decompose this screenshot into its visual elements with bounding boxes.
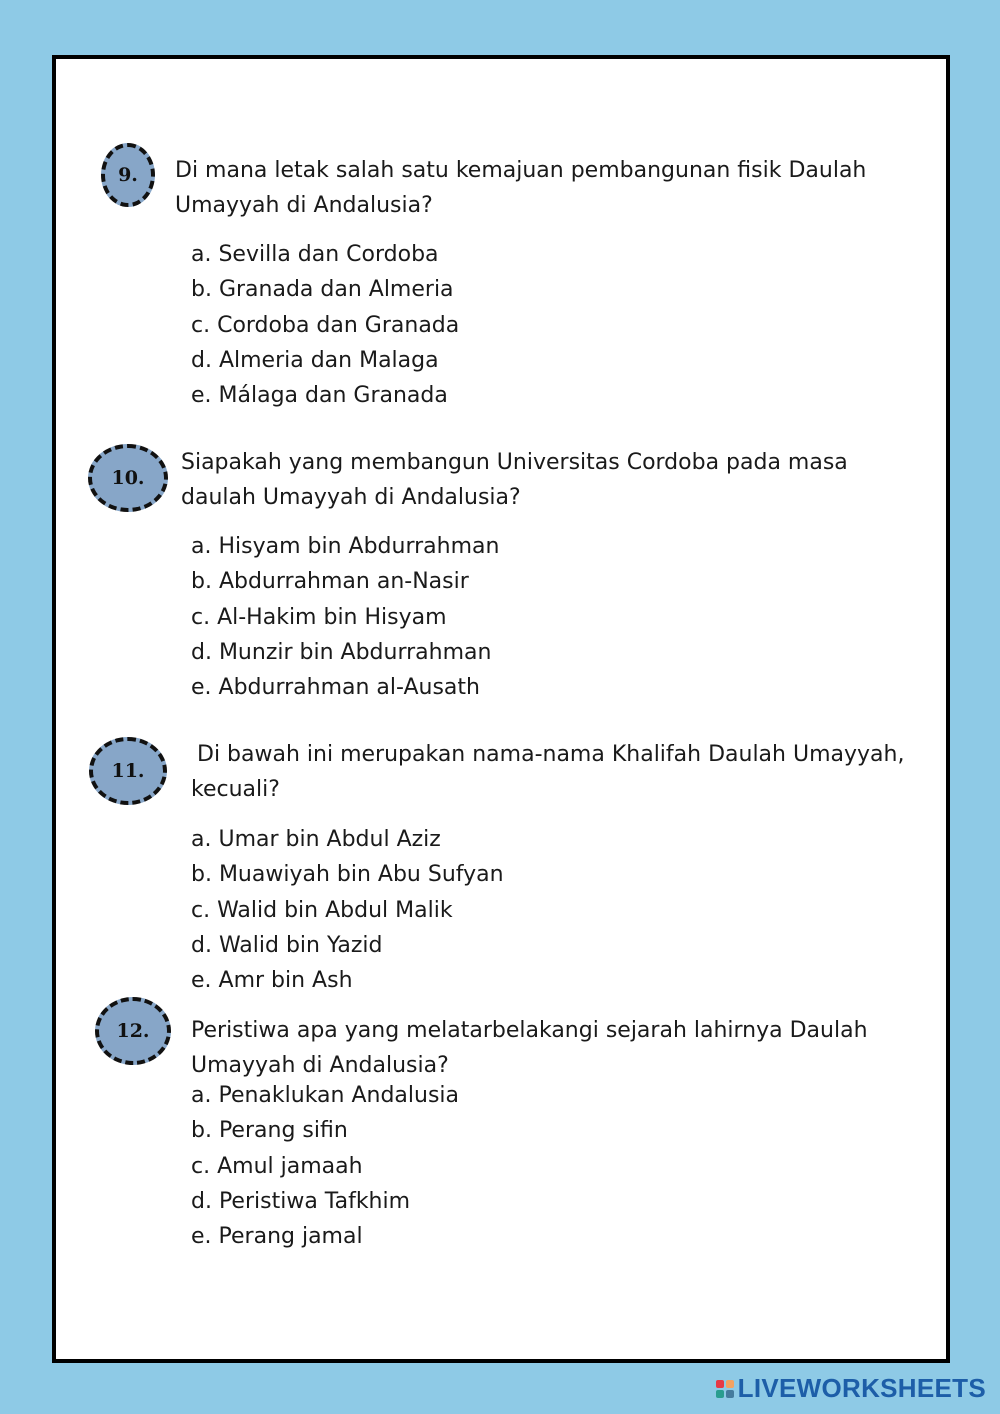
worksheet-page [52, 55, 950, 1363]
question-number-badge [89, 737, 167, 805]
answer-option[interactable]: d. Almeria dan Malaga [191, 347, 439, 373]
answer-option[interactable]: c. Al-Hakim bin Hisyam [191, 604, 447, 630]
answer-option[interactable]: d. Walid bin Yazid [191, 932, 383, 958]
answer-option[interactable]: c. Walid bin Abdul Malik [191, 897, 453, 923]
answer-option[interactable]: b. Abdurrahman an-Nasir [191, 569, 469, 595]
question-number: 10. [111, 467, 145, 489]
answer-option[interactable]: d. Peristiwa Tafkhim [191, 1188, 411, 1214]
answer-option[interactable]: a. Sevilla dan Cordoba [191, 242, 439, 267]
question-number-badge [101, 143, 155, 207]
logo-icon [716, 1380, 734, 1398]
question-number: 9. [118, 164, 138, 186]
question-number: 12. [116, 1020, 150, 1042]
answer-option[interactable]: e. Perang jamal [191, 1224, 363, 1250]
answer-option[interactable]: c. Cordoba dan Granada [191, 312, 460, 338]
answer-option[interactable]: b. Muawiyah bin Abu Sufyan [191, 862, 504, 888]
answer-option[interactable]: e. Abdurrahman al-Ausath [191, 675, 480, 701]
answer-option[interactable]: a. Penaklukan Andalusia [191, 1083, 460, 1108]
answer-option[interactable]: a. Umar bin Abdul Aziz [191, 827, 441, 852]
answer-options [191, 822, 504, 998]
question-number-badge [95, 997, 171, 1065]
answer-option[interactable]: e. Amr bin Ash [191, 968, 353, 994]
question-text: Di bawah ini merupakan nama-nama Khalifah Daulah Umayyah, kecuali? [191, 742, 905, 802]
answer-options [191, 529, 499, 705]
question-text: Peristiwa apa yang melatarbelakangi sejarah lahirnya Daulah Umayyah di Andalusia? [191, 1018, 868, 1078]
question-text: Siapakah yang membangun Universitas Cordoba pada masa daulah Umayyah di Andalusia? [181, 450, 848, 510]
answer-option[interactable]: c. Amul jamaah [191, 1153, 363, 1179]
liveworksheets-logo[interactable] [716, 1373, 986, 1404]
answer-option[interactable]: a. Hisyam bin Abdurrahman [191, 534, 500, 559]
answer-options [191, 1078, 459, 1254]
logo-text: LIVEWORKSHEETS [737, 1373, 986, 1403]
answer-option[interactable]: b. Granada dan Almeria [191, 277, 454, 303]
answer-option[interactable]: e. Málaga dan Granada [191, 383, 448, 409]
answer-option[interactable]: b. Perang sifin [191, 1118, 348, 1144]
question-number: 11. [111, 760, 145, 782]
question-text: Di mana letak salah satu kemajuan pembangunan fisik Daulah Umayyah di Andalusia? [175, 158, 867, 218]
question-number-badge [88, 444, 168, 512]
answer-option[interactable]: d. Munzir bin Abdurrahman [191, 639, 492, 665]
answer-options [191, 237, 459, 413]
